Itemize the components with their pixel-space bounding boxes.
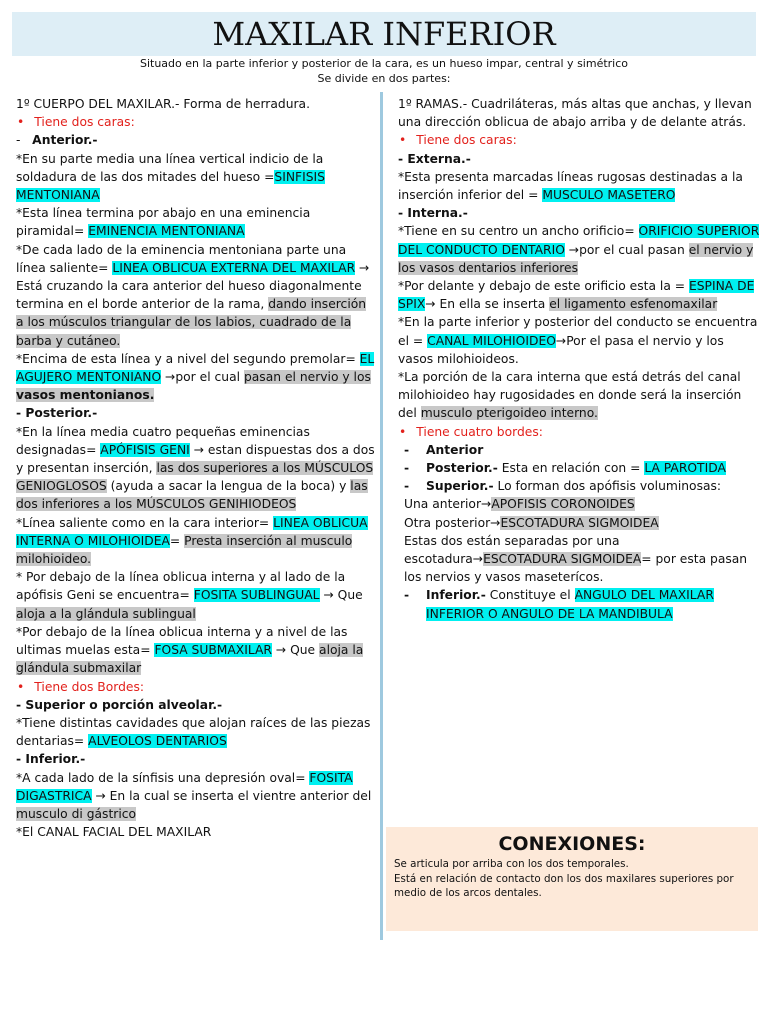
bold-text: vasos mentonianos. (16, 388, 155, 403)
paragraph-escotadura (398, 532, 760, 587)
bullet-icon: • (17, 115, 25, 130)
bullet-icon: • (17, 679, 25, 694)
bordes-list-inferior (398, 586, 760, 622)
column-divider (380, 92, 383, 940)
paragraph-agujero-mentoniano (16, 350, 376, 405)
gray-note: dando inserción a los músculos triangular de los labios, cuadrado de la barba y cutáneo. (16, 297, 367, 348)
dash-icon: - (404, 442, 410, 457)
text: *Esta presenta marcadas líneas rugosas destinadas a la inserción inferior del = (398, 169, 743, 203)
dash-icon: - (404, 588, 410, 603)
borde-superior (398, 477, 760, 495)
paragraph-masetero (398, 168, 760, 204)
externa-label: - Externa.- (398, 151, 471, 166)
paragraph-sinfisis (16, 150, 376, 205)
gray-note: el ligamento esfenomaxilar (549, 297, 718, 312)
paragraph-fosita-sublingual (16, 568, 376, 623)
term-linea-oblicua-interna: LINEA OBLICUA INTERNA O MILOHIOIDEA (16, 515, 368, 548)
text: Otra posterior→ (404, 515, 501, 530)
paragraph-eminencia (16, 204, 376, 240)
paragraph-espina-spix (398, 277, 760, 313)
gray-note: aloja a la glándula sublingual (16, 606, 196, 621)
term-la-parotida: LA PAROTIDA (644, 461, 726, 476)
text: *Por delante y debajo de este orificio esta la = (398, 279, 689, 294)
term-canal-milohioideo: CANAL MILOHIOIDEO (427, 333, 556, 348)
gray-note: ESCOTADURA SIGMOIDEA (483, 552, 642, 567)
superior-label: - Superior o porción alveolar.- (16, 697, 223, 712)
term-fosa-submaxilar: FOSA SUBMAXILAR (154, 643, 272, 658)
borde-label: Posterior.- (426, 461, 498, 476)
borde-posterior (398, 459, 760, 477)
inferior-label: - Inferior.- (16, 752, 86, 767)
anterior-label: Anterior.- (32, 133, 98, 148)
text: *Esta línea termina por abajo en una eminencia piramidal= (16, 206, 311, 239)
term-orificio-superior: ORIFICIO SUPERIOR DEL CONDUCTO DENTARIO (398, 224, 760, 257)
text: * Por debajo de la línea oblicua interna y al lado de la apófisis Geni se encuentra= (16, 570, 346, 603)
text: Estas dos están separadas por una escotadura→ (404, 533, 620, 567)
conexiones-title: CONEXIONES: (498, 833, 646, 855)
text: *La porción de la cara interna que está detrás del canal milohioideo hay rugosidades en donde será la inserción del (398, 370, 742, 421)
gray-note: las dos superiores a los MÚSCULOS GENIOGLOSOS (16, 461, 374, 494)
page-title: MAXILAR INFERIOR (212, 15, 556, 53)
text: *De cada lado de la eminencia mentoniana parte una línea saliente= (16, 242, 347, 275)
text: *Por debajo de la línea oblicua interna y a nivel de las ultimas muelas esta= (16, 624, 348, 658)
text: pasan el nervio y los (243, 370, 371, 385)
left-bordes-label: Tiene dos Bordes: (34, 679, 145, 694)
paragraph-pterigoideo (398, 368, 760, 423)
borde-label: Inferior.- (426, 588, 486, 603)
right-caras-item (398, 131, 760, 149)
term-alveolos-dentarios: ALVEOLOS DENTARIOS (88, 734, 227, 749)
left-heading: 1º CUERPO DEL MAXILAR.- Forma de herradura. (16, 97, 310, 111)
superior-heading (16, 696, 376, 714)
anterior-heading: - Anterior.- (16, 133, 98, 148)
left-caras-label: Tiene dos caras: (34, 115, 135, 130)
bullet-icon: • (399, 424, 407, 439)
term-angulo-maxilar: ANGULO DEL MAXILAR INFERIOR O ANGULO DE LA MANDIBULA (426, 588, 714, 621)
borde-label: Anterior (426, 442, 484, 457)
posterior-label: - Posterior.- (16, 406, 98, 421)
text: *A cada lado de la sínfisis una depresión oval= (16, 770, 310, 785)
dash-icon: - (404, 461, 410, 476)
paragraph-linea-oblicua-externa (16, 241, 376, 350)
conexiones-box (386, 827, 758, 931)
paragraph-alveolos (16, 714, 376, 750)
right-caras-label: Tiene dos caras: (416, 133, 517, 148)
term-fosita-sublingual: FOSITA SUBLINGUAL (193, 588, 320, 603)
text: →por el cual (161, 370, 244, 385)
term-sinfisis-mentoniana: SINFISIS MENTONIANA (16, 169, 325, 203)
paragraph-fosita-digastrica (16, 769, 376, 824)
paragraph-linea-oblicua-interna (16, 514, 376, 569)
text: = (169, 533, 185, 548)
term-musculo-masetero: MUSCULO MASETERO (542, 188, 676, 203)
conexiones-line-2: Está en relación de contacto don los dos maxilares superiores por medio de los arcos dentales. (394, 872, 734, 899)
term-linea-oblicua-externa: LINEA OBLICUA EXTERNA DEL MAXILAR (112, 260, 356, 275)
text: Lo forman dos apófisis voluminosas: (493, 479, 722, 494)
left-bordes-item (16, 678, 376, 696)
text: *Tiene en su centro un ancho orificio= (398, 224, 639, 239)
term-fosita-digastrica: FOSITA DIGASTRICA (16, 770, 353, 803)
term-apofisis-geni: APÓFISIS GENI (100, 442, 190, 457)
gray-note: ESCOTADURA SIGMOIDEA (500, 515, 659, 530)
bordes-list (398, 441, 760, 496)
inferior-heading (16, 750, 376, 768)
gray-note: musculo di gástrico (16, 806, 137, 821)
text: Esta en relación con = (497, 461, 645, 476)
gray-note: el nervio y los vasos dentarios inferiores (398, 242, 754, 275)
text: *Encima de esta línea y a nivel del segundo premolar= (16, 351, 360, 366)
borde-label: Superior.- (426, 479, 494, 494)
externa-heading (398, 150, 760, 168)
right-bordes-item (398, 423, 760, 441)
subtitle (12, 56, 756, 86)
text: = por esta pasan los nervios y vasos maseterícos. (404, 552, 748, 585)
paragraph-orificio-superior (398, 222, 760, 277)
right-bordes-label: Tiene cuatro bordes: (416, 424, 543, 439)
apofisis-posterior (398, 514, 760, 532)
paragraph-apofisis-geni (16, 423, 376, 514)
text: (ayuda a sacar la lengua de la boca) y (106, 479, 351, 494)
left-column (16, 95, 376, 841)
interna-label: - Interna.- (398, 206, 468, 221)
right-column (398, 95, 760, 623)
term-agujero-mentoniano: EL AGUJERO MENTONIANO (16, 351, 375, 385)
text: → Está cruzando la cara anterior del hueso diagonalmente termina en el borde anterior de la rama, (16, 260, 370, 312)
paragraph-canal-facial: *El CANAL FACIAL DEL MAXILAR (16, 825, 212, 840)
paragraph-canal-milohioideo (398, 313, 760, 368)
text: *En su parte media una línea vertical indicio de la soldadura de las dos mitades del hueso = (16, 151, 324, 184)
left-caras-item (16, 113, 376, 131)
text: *En la parte inferior y posterior del conducto se encuentra el = (398, 315, 758, 348)
text: →Por el pasa el nervio y los vasos milohioideos. (398, 333, 724, 366)
borde-inferior (398, 586, 760, 622)
text: → Que (271, 643, 320, 658)
text: → En la cual se inserta el vientre anterior del (91, 788, 372, 803)
posterior-heading (16, 404, 376, 422)
apofisis-anterior (398, 495, 760, 513)
dash-icon: - (404, 479, 410, 494)
gray-note: APOFISIS CORONOIDES (491, 497, 635, 512)
text: *En la línea media cuatro pequeñas eminencias designadas= (16, 424, 310, 457)
subtitle-line-2: Se divide en dos partes: (317, 72, 451, 85)
conexiones-body (394, 857, 750, 901)
text: → Que (319, 588, 363, 603)
paragraph-fosa-submaxilar (16, 623, 376, 678)
text: → En ella se inserta (425, 297, 550, 312)
gray-note: Presta inserción al musculo milohioideo. (16, 533, 353, 567)
bullet-icon: • (399, 133, 407, 148)
subtitle-line-1: Situado en la parte inferior y posterior de la cara, es un hueso impar, central y simétrico (139, 57, 629, 70)
gray-note: musculo pterigoideo interno. (420, 406, 598, 421)
term-espina-de-spix: ESPINA DE SPIX (398, 279, 755, 312)
gray-note: aloja la glándula submaxilar (16, 643, 364, 676)
text: →por el cual pasan (564, 242, 689, 257)
text: Constituye el (485, 588, 575, 603)
right-heading: 1º RAMAS.- Cuadriláteras, más altas que anchas, y llevan una dirección oblicua de abajo arriba y de delante atrás. (398, 97, 752, 130)
interna-heading (398, 204, 760, 222)
term-eminencia-mentoniana: EMINENCIA MENTONIANA (88, 224, 245, 239)
gray-note: las dos inferiores a los MÚSCULOS GENIHIODEOS (16, 479, 368, 512)
text: Una anterior→ (404, 497, 492, 512)
text: *Línea saliente como en la cara interior= (16, 515, 274, 530)
text: → estan dispuestas dos a dos y presentan inserción, (16, 442, 375, 476)
conexiones-line-1: Se articula por arriba con los dos temporales. (394, 858, 629, 870)
borde-anterior (398, 441, 760, 459)
text: *Tiene distintas cavidades que alojan raíces de las piezas dentarias= (16, 715, 371, 749)
